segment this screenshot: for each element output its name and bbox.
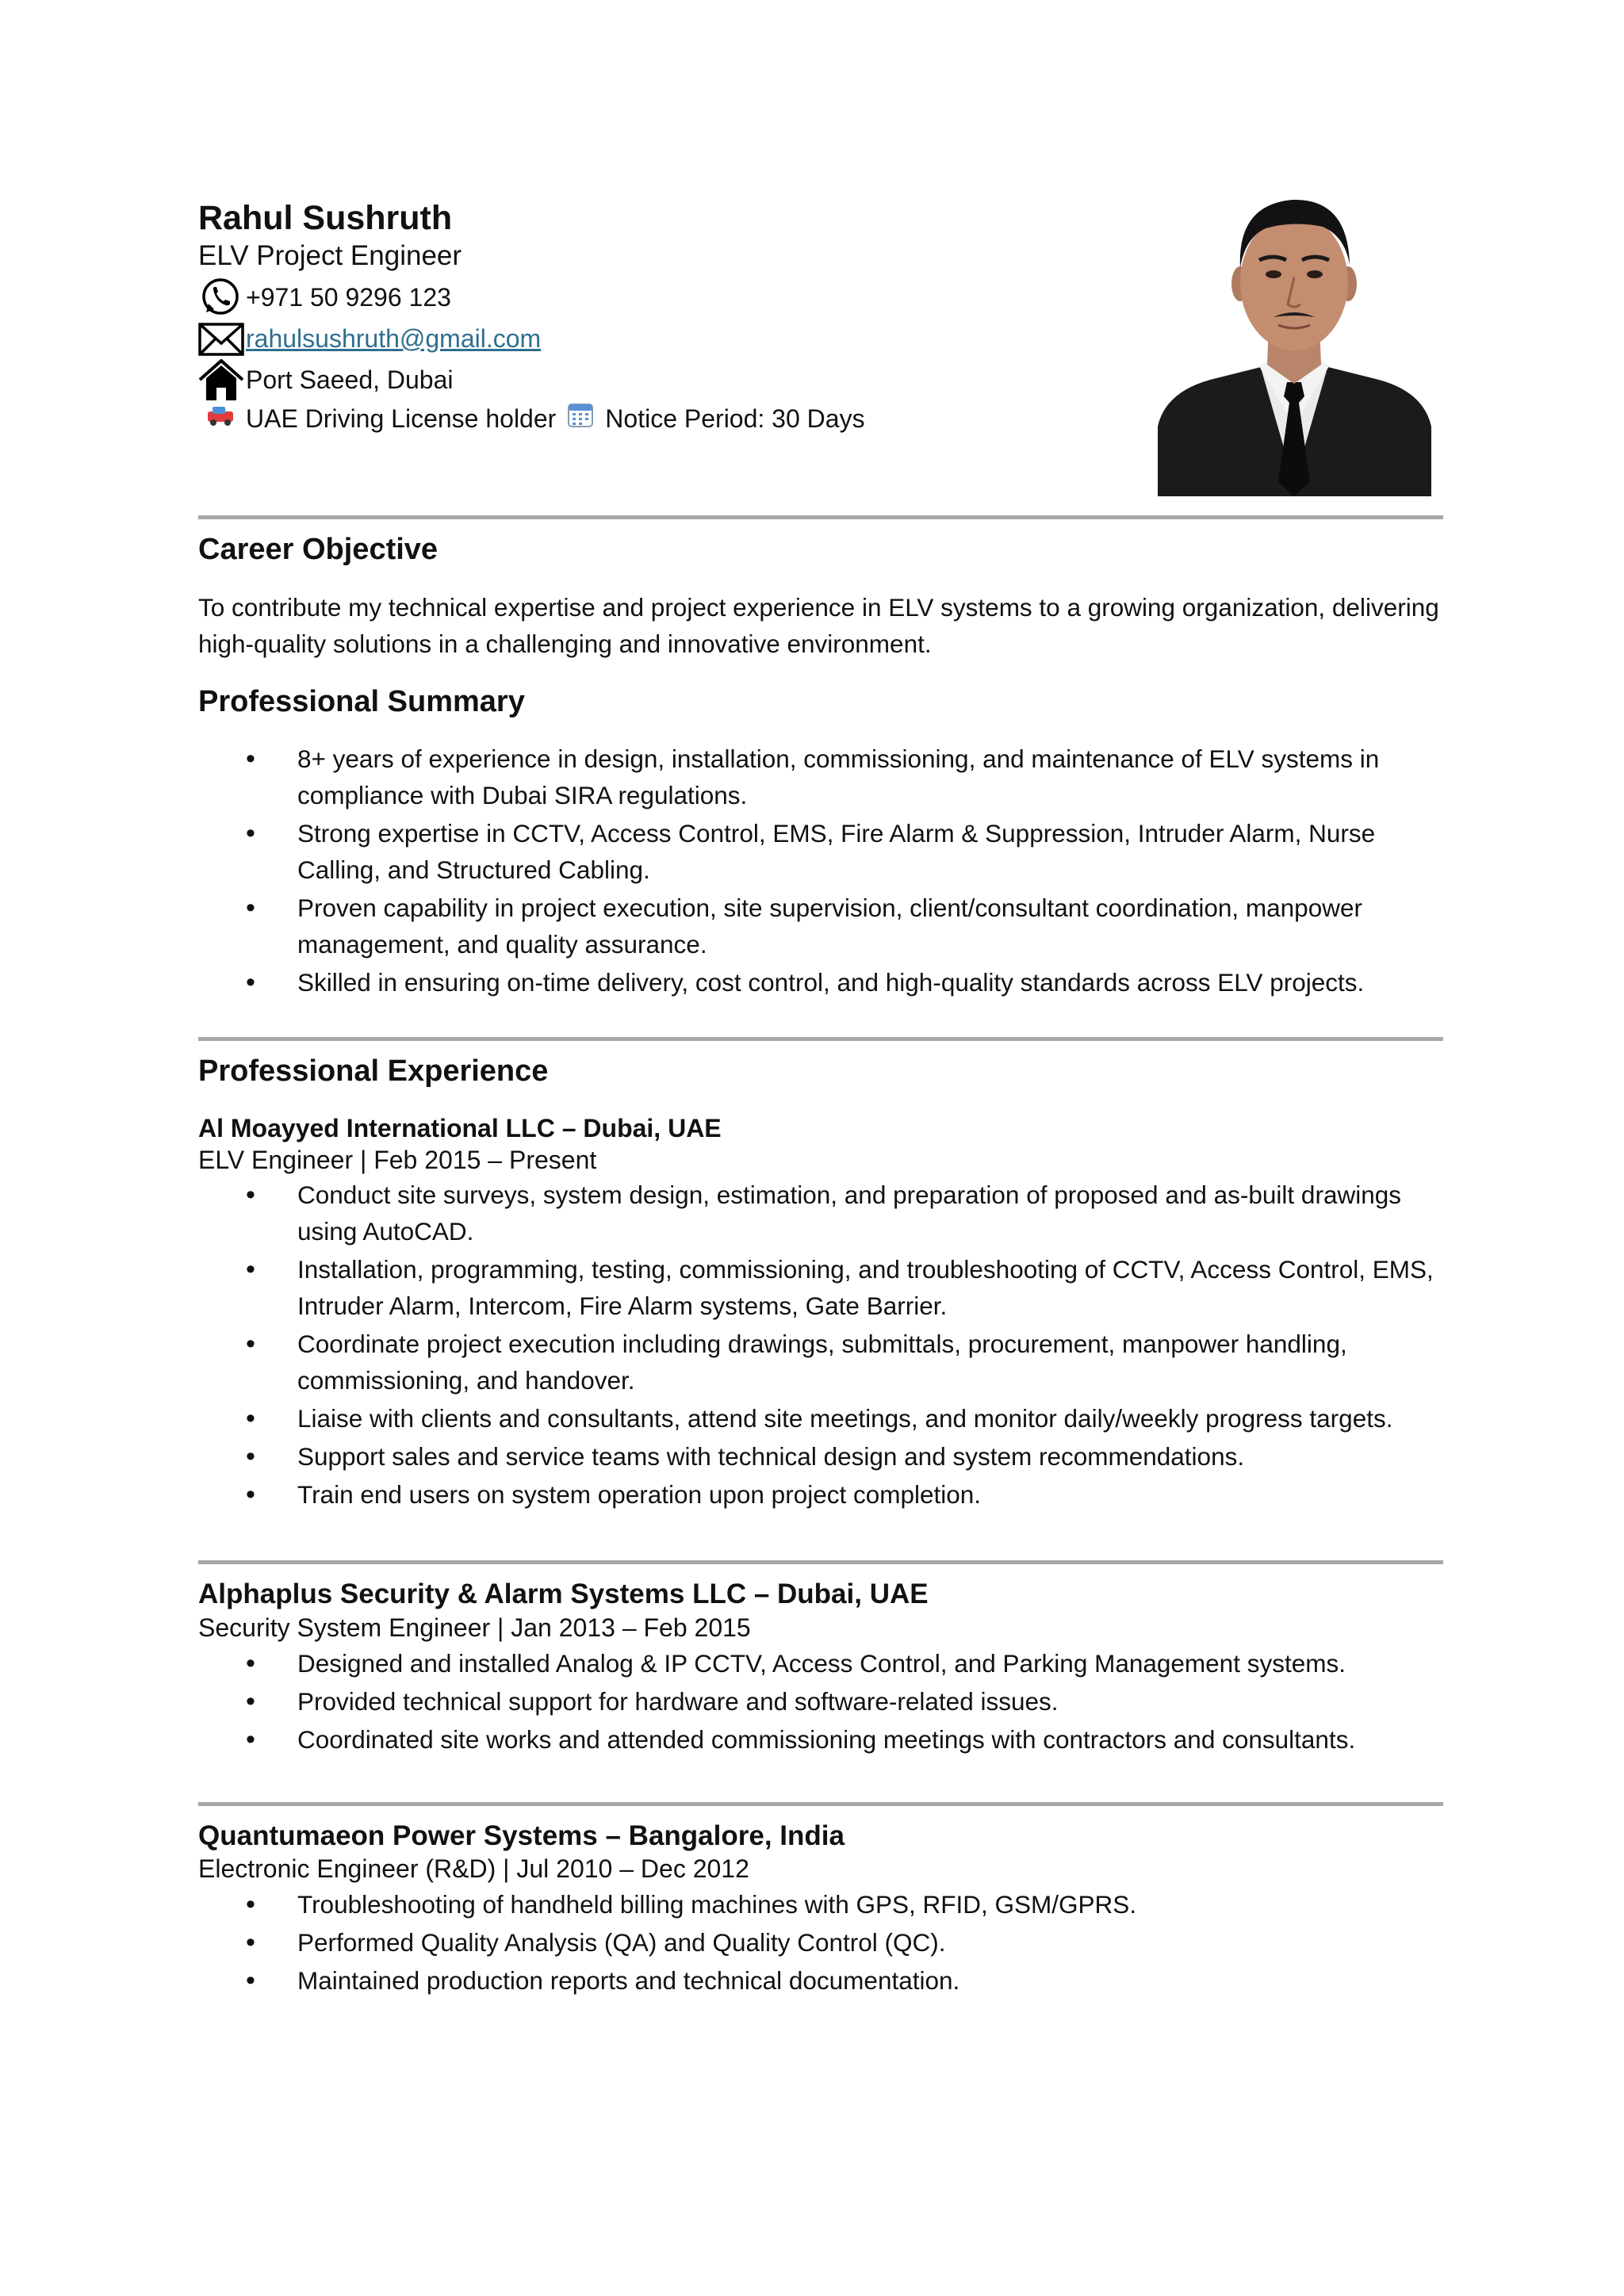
divider [198, 1560, 1443, 1564]
career-objective-heading: Career Objective [198, 533, 439, 566]
location-text: Port Saeed, Dubai [246, 365, 454, 394]
list-item: • Strong expertise in CCTV, Access Control, EMS, Fire Alarm & Suppression, Intruder Alarm, Nurse Calling, and Structured Cabling. [198, 815, 1443, 888]
list-item: • Coordinate project execution including drawings, submittals, procurement, manpower handling, commissioning, and handover. [198, 1326, 1443, 1399]
job-duties-list [198, 1645, 1443, 1758]
resume-header [198, 198, 1443, 515]
license-text: UAE Driving License holder [246, 404, 557, 433]
job-entry [198, 1112, 1443, 1513]
divider [198, 1802, 1443, 1806]
list-item: • Performed Quality Analysis (QA) and Quality Control (QC). [198, 1924, 1443, 1961]
job-duties-list [198, 1886, 1443, 1999]
list-item: • Maintained production reports and technical documentation. [198, 1962, 1443, 1999]
candidate-role: ELV Project Engineer [198, 239, 462, 271]
house-icon [198, 360, 246, 401]
phone-number: +971 50 9296 123 [246, 283, 451, 312]
job-title-dates: Electronic Engineer (R&D) | Jul 2010 – Dec 2012 [198, 1854, 749, 1884]
whatsapp-icon [198, 277, 246, 319]
list-item: • Support sales and service teams with technical design and system recommendations. [198, 1438, 1443, 1475]
divider [198, 515, 1443, 519]
company-name: Al Moayyed International LLC – Dubai, UAE [198, 1113, 722, 1142]
list-item: • Installation, programming, testing, commissioning, and troubleshooting of CCTV, Access Control, EMS, Intruder Alarm, Intercom, Fire Alarm systems, Gate Barrier. [198, 1251, 1443, 1324]
list-item: • 8+ years of experience in design, installation, commissioning, and maintenance of ELV systems in compliance with Dubai SIRA regulations. [198, 740, 1443, 813]
job-duties-list [198, 1177, 1443, 1513]
list-item: • Conduct site surveys, system design, estimation, and preparation of proposed and as-built drawings using AutoCAD. [198, 1177, 1443, 1249]
list-item: • Liaise with clients and consultants, attend site meetings, and monitor daily/weekly progress targets. [198, 1400, 1443, 1437]
list-item: • Proven capability in project execution, site supervision, client/consultant coordination, manpower management, and quality assurance. [198, 890, 1443, 962]
resume-page [198, 159, 1443, 2000]
job-title-dates: ELV Engineer | Feb 2015 – Present [198, 1145, 597, 1174]
profile-photo [1158, 189, 1431, 496]
company-name: Alphaplus Security & Alarm Systems LLC – Dubai, UAE [198, 1578, 929, 1610]
professional-experience-heading: Professional Experience [198, 1054, 549, 1089]
car-icon [206, 402, 235, 436]
divider [198, 1037, 1443, 1041]
professional-summary-heading: Professional Summary [198, 684, 525, 718]
career-objective-text: To contribute my technical expertise and project experience in ELV systems to a growing organization, delivering high-quality solutions in a challenging and innovative environment. [198, 592, 1439, 658]
list-item: • Designed and installed Analog & IP CCTV, Access Control, and Parking Management systems. [198, 1645, 1443, 1682]
list-item: • Coordinated site works and attended commissioning meetings with contractors and consultants. [198, 1721, 1443, 1758]
summary-list [198, 740, 1443, 1001]
job-title-dates: Security System Engineer | Jan 2013 – Feb 2015 [198, 1613, 751, 1643]
job-entry [198, 1577, 1443, 1757]
envelope-icon [198, 319, 246, 360]
list-item: • Troubleshooting of handheld billing machines with GPS, RFID, GSM/GPRS. [198, 1886, 1443, 1923]
email-link[interactable]: rahulsushruth@gmail.com [246, 324, 542, 353]
list-item: • Train end users on system operation upon project completion. [198, 1476, 1443, 1513]
calendar-icon [567, 401, 594, 437]
company-name: Quantumaeon Power Systems – Bangalore, India [198, 1820, 845, 1851]
candidate-name: Rahul Sushruth [198, 199, 453, 237]
job-entry [198, 1819, 1443, 1999]
list-item: • Provided technical support for hardware and software-related issues. [198, 1683, 1443, 1720]
list-item: • Skilled in ensuring on-time delivery, cost control, and high-quality standards across ELV projects. [198, 964, 1443, 1001]
notice-text: Notice Period: 30 Days [605, 404, 865, 433]
